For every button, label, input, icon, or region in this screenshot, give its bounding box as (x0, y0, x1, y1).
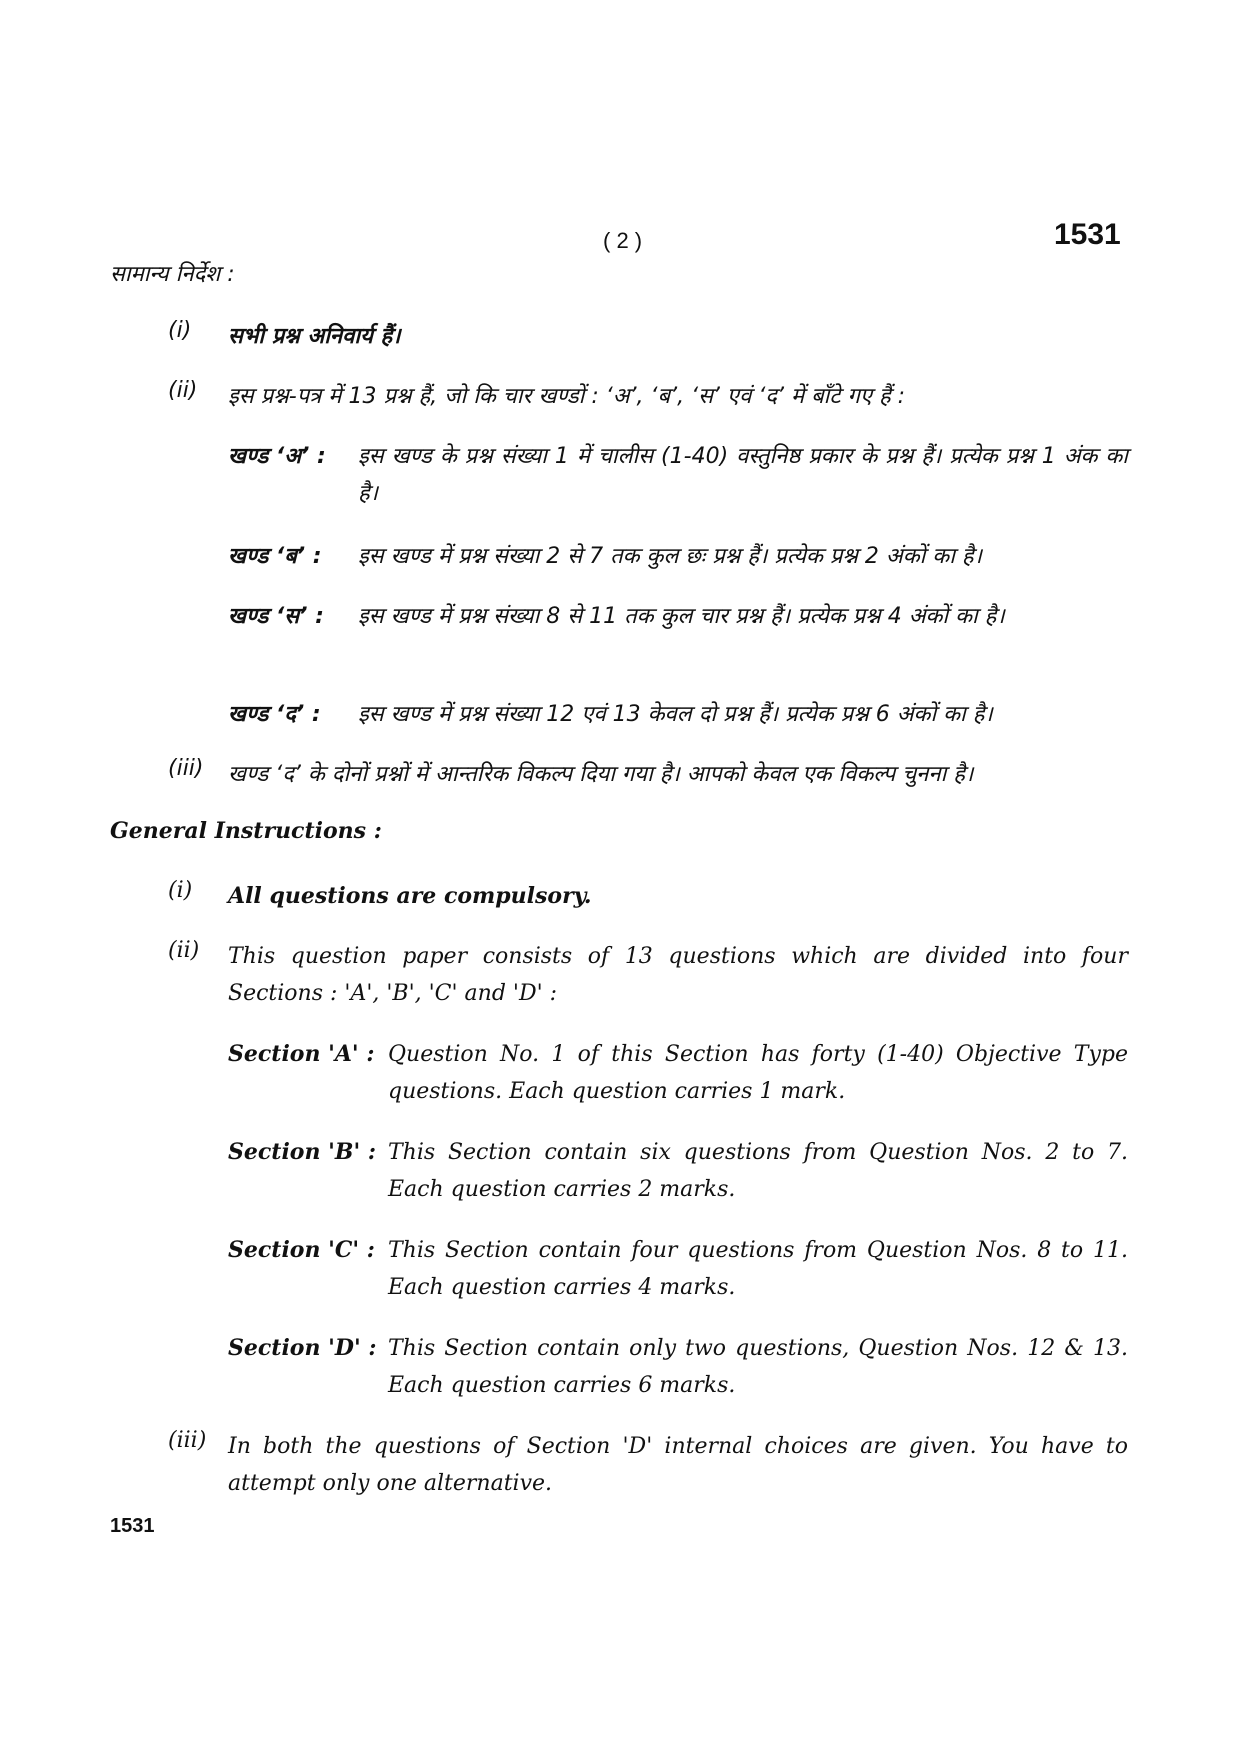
item-number: (i) (168, 878, 193, 903)
item-number: (ii) (168, 378, 198, 403)
section-text: This Section contain only two questions, Question Nos. 12 & 13. Each question carries 6 marks. (388, 1336, 1128, 1398)
section-label: Section 'C' : (228, 1237, 375, 1263)
hindi-heading: सामान्य निर्देश : (110, 262, 235, 287)
section-text: इस खण्ड में प्रश्न संख्या 2 से 7 तक कुल छः प्रश्न हैं। प्रत्येक प्रश्न 2 अंकों का है। (358, 544, 982, 569)
item-number: (ii) (168, 938, 200, 963)
section-text: इस खण्ड में प्रश्न संख्या 8 से 11 तक कुल चार प्रश्न हैं। प्रत्येक प्रश्न 4 अंकों का है। (358, 604, 1005, 629)
section-label: खण्ड ‘अ’ : (228, 444, 326, 469)
item-number: (iii) (168, 1428, 207, 1453)
item-text: This question paper consists of 13 questions which are divided into four Sections : 'A', 'B', 'C' and 'D' : (228, 944, 1128, 1006)
section-text: This Section contain four questions from Question Nos. 8 to 11. Each question carries 4 marks. (388, 1238, 1128, 1300)
item-text: खण्ड ‘द’ के दोनों प्रश्नों में आन्तरिक विकल्प दिया गया है। आपको केवल एक विकल्प चुनना है। (228, 762, 974, 787)
section-label: खण्ड ‘स’ : (228, 604, 324, 629)
paper-code-top: 1531 (1054, 218, 1121, 251)
section-label: खण्ड ‘ब’ : (228, 544, 322, 569)
section-text: इस खण्ड में प्रश्न संख्या 12 एवं 13 केवल दो प्रश्न हैं। प्रत्येक प्रश्न 6 अंकों का है। (358, 702, 993, 727)
item-text: In both the questions of Section 'D' internal choices are given. You have to attempt only one alternative. (228, 1434, 1128, 1496)
item-text: सभी प्रश्न अनिवार्य हैं। (228, 324, 401, 349)
item-text: इस प्रश्न-पत्र में 13 प्रश्न हैं, जो कि चार खण्डों : ‘अ’, ‘ब’, ‘स’ एवं ‘द’ में बाँटे गए हैं : (228, 384, 906, 409)
english-heading: General Instructions : (110, 818, 382, 844)
section-label: Section 'D' : (228, 1335, 377, 1361)
item-text: All questions are compulsory. (228, 883, 592, 909)
section-label: Section 'B' : (228, 1139, 376, 1165)
section-label: खण्ड ‘द’ : (228, 702, 321, 727)
page-number: ( 2 ) (603, 228, 643, 253)
paper-code-bottom: 1531 (110, 1515, 155, 1537)
item-number: (i) (168, 318, 192, 343)
section-label: Section 'A' : (228, 1041, 375, 1067)
section-text: इस खण्ड के प्रश्न संख्या 1 में चालीस (1-40) वस्तुनिष्ठ प्रकार के प्रश्न हैं। प्रत्येक प्रश्न 1 अंक का है। (358, 444, 1128, 506)
section-text: This Section contain six questions from Question Nos. 2 to 7. Each question carries 2 marks. (388, 1140, 1128, 1202)
section-text: Question No. 1 of this Section has forty (1-40) Objective Type questions. Each question carries 1 mark. (388, 1042, 1128, 1104)
item-number: (iii) (168, 756, 204, 781)
